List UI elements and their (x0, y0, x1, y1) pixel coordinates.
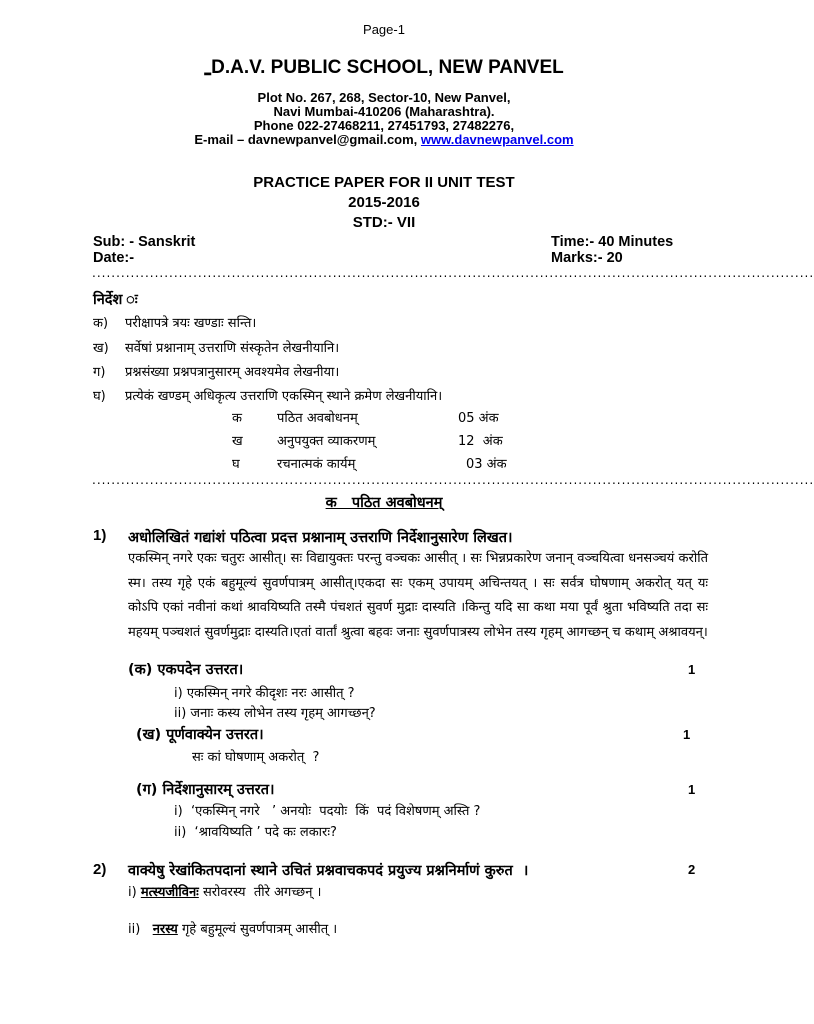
website-link[interactable]: www.davnewpanvel.com (420, 132, 574, 147)
instruction-text-2: सर्वेषां प्रश्नानाम् उत्तराणि संस्कृतेन लेखनीयानि। (125, 341, 340, 356)
section-name-2: अनुपयुक्त व्याकरणम् (277, 434, 376, 449)
section-name-3: रचनात्मकं कार्यम् (277, 457, 356, 472)
q1a-title: (क) एकपदेन उत्तरत। (128, 662, 244, 678)
section-key-1: क (232, 411, 242, 426)
section-key-2: ख (232, 434, 243, 449)
instruction-text-4: प्रत्येकं खण्डम् अधिकृत्य उत्तराणि एकस्मिन् स्थाने क्रमेण लेखनीयानि। (125, 389, 443, 404)
paper-std: STD:- VII (352, 214, 416, 231)
q2-number: 2) (93, 861, 107, 878)
instruction-text-3: प्रश्नसंख्या प्रश्नपत्रानुसारम् अवश्यमेव लेखनीया। (125, 365, 340, 380)
section-marks-2: 12 अंक (458, 434, 503, 449)
q1a-marks: 1 (688, 662, 696, 677)
separator-top: ...................................................................................................................................................... (92, 266, 814, 280)
q2-item-1 (128, 882, 321, 900)
time: Time:- 40 Minutes (551, 234, 674, 250)
address-line-1: Plot No. 267, 268, Sector-10, New Panvel, (257, 90, 511, 105)
paper-year: 2015-2016 (348, 194, 420, 211)
page-label: Page-1 (363, 22, 405, 37)
q2-item-1-underlined: मत्स्यजीविनः (140, 885, 199, 900)
q1c-item-2: ii) ‘श्रावयिष्यति ’ पदे कः लकारः? (174, 825, 337, 840)
subject: Sub: - Sanskrit (93, 234, 196, 250)
instruction-text-1: परीक्षापत्रे त्रयः खण्डाः सन्ति। (125, 316, 257, 331)
instruction-label-3: ग) (93, 365, 106, 380)
q1c-title: (ग) निर्देशानुसारम् उत्तरत। (136, 782, 275, 798)
q1-number: 1) (93, 527, 107, 544)
q2-item-2-prefix: ii) (128, 922, 141, 937)
email-text: E-mail – davnewpanvel@gmail.com, (194, 132, 418, 147)
q1b-marks: 1 (683, 727, 691, 742)
section-marks-1: 05 अंक (458, 411, 499, 426)
section-name-1: पठित अवबोधनम् (277, 411, 358, 426)
section-heading: क पठित अवबोधनम् (325, 495, 443, 511)
separator-bottom: ...................................................................................................................................................... (92, 473, 814, 487)
q1c-item-1: i) ‘एकस्मिन् नगरे ’ अनयोः पदयोः किं पदं विशेषणम् अस्ति ? (174, 804, 481, 819)
q2-item-2 (128, 919, 337, 937)
marks: Marks:- 20 (551, 250, 623, 266)
date: Date:- (93, 250, 135, 266)
section-marks-3: 03 अंक (466, 457, 507, 472)
address-line-2: Navi Mumbai-410206 (Maharashtra). (273, 104, 495, 119)
q2-item-2-rest: गृहे बहुमूल्यं सुवर्णपात्रम् आसीत् । (177, 922, 338, 937)
q1-passage (128, 547, 708, 645)
q1-prompt: अधोलिखितं गद्यांशं पठित्वा प्रदत्त प्रश्नानाम् उत्तराणि निर्देशानुसारेण लिखत। (128, 530, 513, 546)
q2-prompt: वाक्येषु रेखांकितपदानां स्थाने उचितं प्रश्नवाचकपदं प्रयुज्य प्रश्ननिर्माणं कुरुत । (128, 863, 529, 879)
instruction-label-2: ख) (93, 341, 109, 356)
contact-line (0, 132, 768, 147)
instruction-label-4: घ) (93, 389, 106, 404)
q1-passage-text: एकस्मिन् नगरे एकः चतुरः आसीत्। सः विद्यायुक्तः परन्तु वञ्चकः आसीत् । सः भिन्नप्रकारेण जनान् वञ्चयित्वा धनसञ्चयं करोति स्म। तस्य गृहे एकं बहुमूल्यं सुवर्णपात्रम् आसीत्।एकदा सः एकम् उपायम् अचिन्तयत् । सः सर्वत्र घोषणाम् अकरोत् यत् यः कोऽपि एकां नवीनां कथां श्रावयिष्यति तस्मै पंचशतं सुवर्ण मुद्राः दास्यति ।किन्तु यदि सा कथा मया पूर्वं श्रुता भविष्यति तदा सः महयम् पञ्चशतं सुवर्णमुद्राः दास्यति।एतां वार्तां श्रुत्वा बहवः जनाः सुवर्णपात्रस्य लोभेन तस्य गृहम् आगच्छन् च कथाम् अश्रावयन्। (128, 551, 708, 640)
q2-item-1-rest: सरोवरस्य तीरे अगच्छन् । (198, 885, 322, 900)
section-key-3: घ (232, 457, 240, 472)
q2-item-2-underlined: नरस्य (152, 922, 178, 937)
q2-marks: 2 (688, 862, 696, 877)
phone-line: Phone 022-27468211, 27451793, 27482276, (253, 118, 515, 133)
q1b-item-1: सः कां घोषणाम् अकरोत् ? (192, 750, 320, 765)
q2-item-1-prefix: i) (128, 885, 137, 900)
school-name (0, 57, 768, 79)
q1a-item-1: i) एकस्मिन् नगरे कीदृशः नरः आसीत् ? (174, 686, 355, 701)
paper-title: PRACTICE PAPER FOR II UNIT TEST (253, 174, 515, 191)
q1a-item-2: ii) जनाः कस्य लोभेन तस्य गृहम् आगच्छन्? (174, 706, 376, 721)
school-name-text: D.A.V. PUBLIC SCHOOL, NEW PANVEL (211, 57, 564, 78)
q1c-marks: 1 (688, 782, 696, 797)
q1b-title: (ख) पूर्णवाक्येन उत्तरत। (136, 727, 264, 743)
school-logo-mark: ▂ (204, 65, 212, 75)
instructions-heading: निर्देश ः (93, 292, 138, 308)
instruction-label-1: क) (93, 316, 109, 331)
